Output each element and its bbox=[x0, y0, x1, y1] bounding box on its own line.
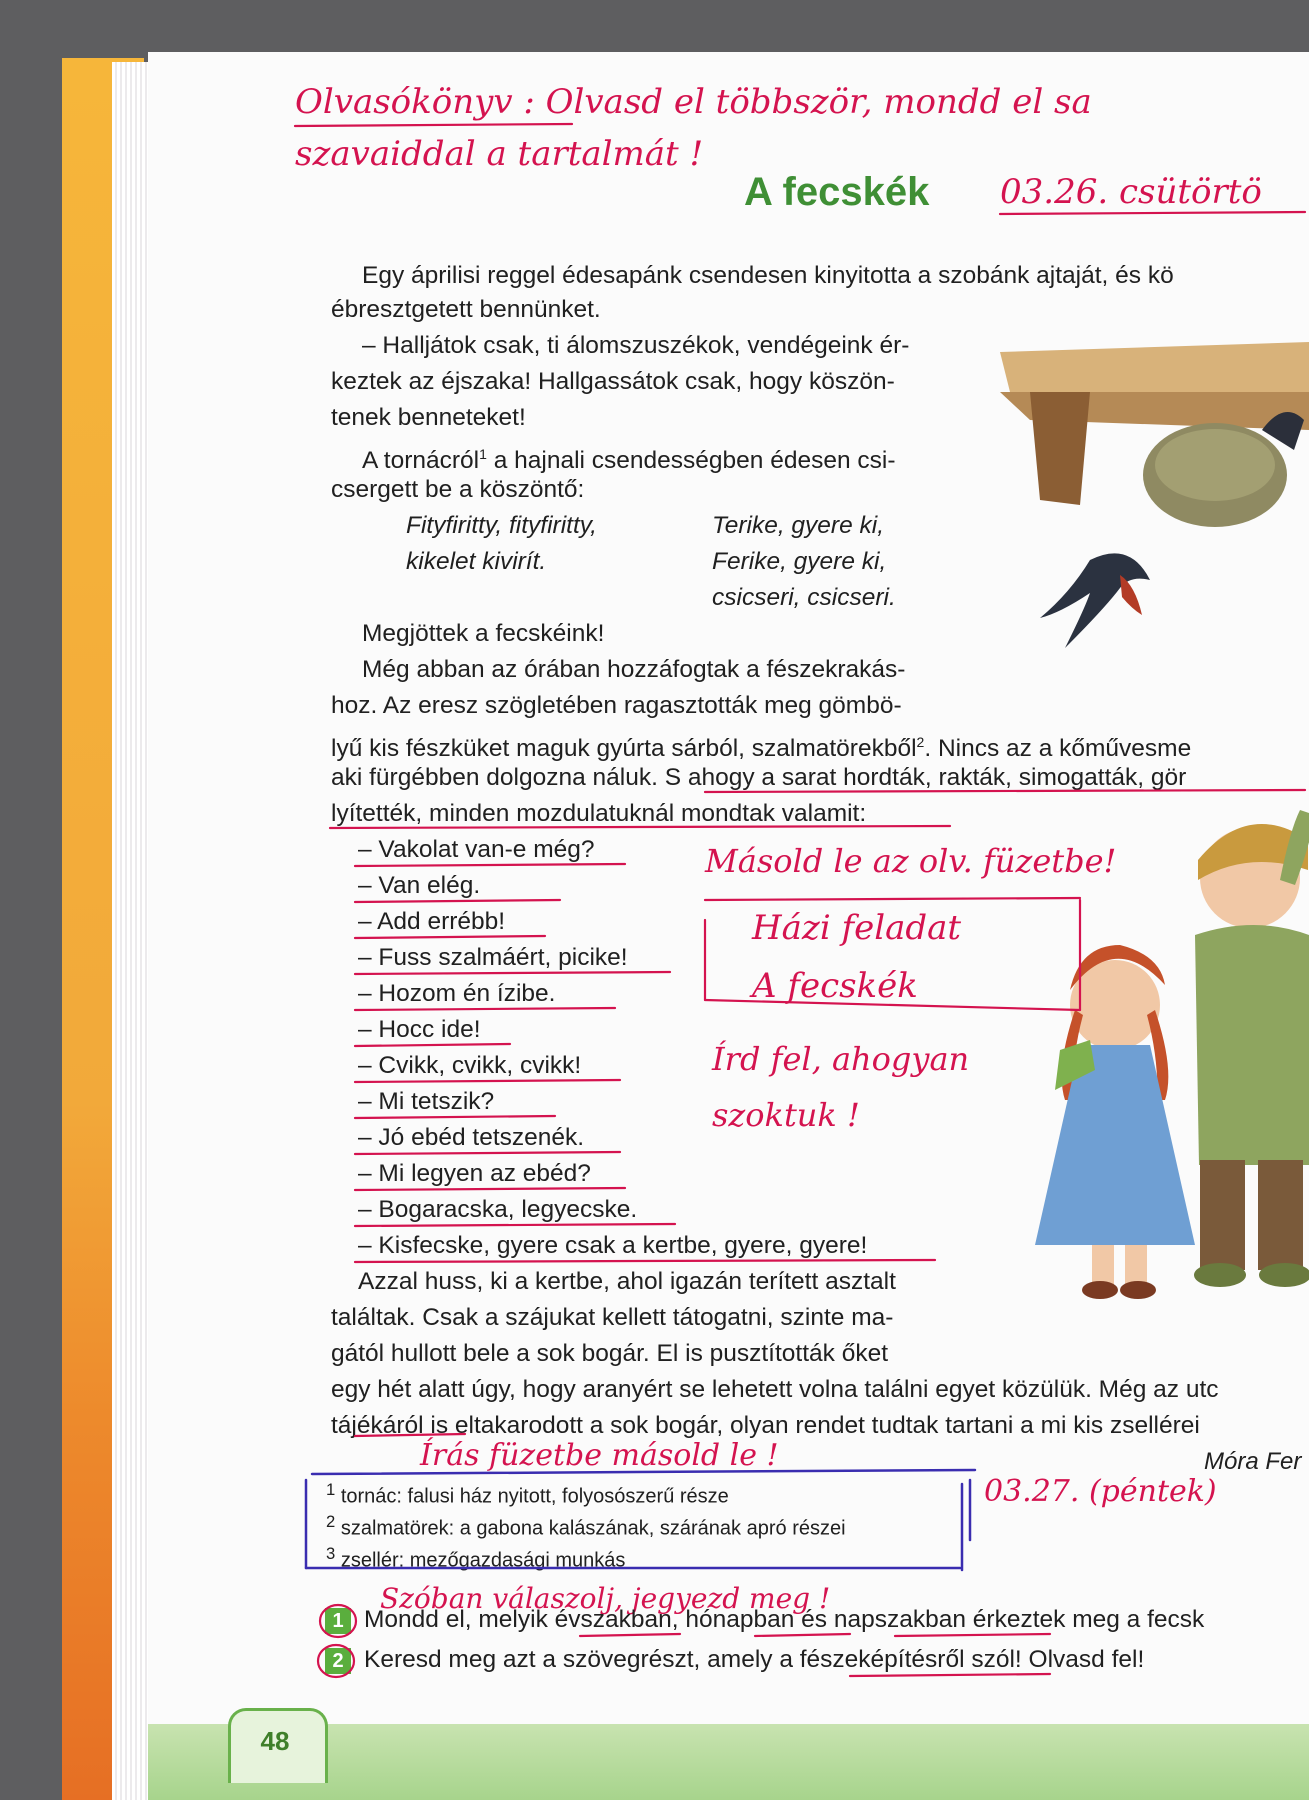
author-name: Móra Fer bbox=[1204, 1448, 1302, 1475]
song-line: kikelet kivirít. bbox=[406, 548, 547, 575]
dialogue-line: – Hozom én ízibe. bbox=[358, 980, 556, 1007]
page-number: 48 bbox=[260, 1726, 290, 1756]
story-line: Egy áprilisi reggel édesapánk csendesen kinyitotta a szobánk ajtaját, és kö bbox=[362, 262, 1174, 289]
footnote-text: zsellér: mezőgazdasági munkás bbox=[340, 1549, 626, 1572]
handwritten-date-thursday: 03.26. csütörtö bbox=[1000, 172, 1262, 212]
song-line: Ferike, gyere ki, bbox=[712, 548, 887, 575]
dialogue-line: – Van elég. bbox=[358, 872, 481, 899]
dialogue-line: – Hocc ide! bbox=[358, 1016, 481, 1043]
handwritten-homework-2: A fecskék bbox=[752, 966, 918, 1006]
story-line: tájékáról is eltakarodott a sok bogár, olyan rendet tudtak tartani a mi kis zsellérei bbox=[331, 1412, 1200, 1439]
story-line: csergett be a köszöntő: bbox=[331, 476, 585, 503]
story-line: Azzal huss, ki a kertbe, ahol igazán terített asztalt bbox=[358, 1268, 896, 1295]
story-line: tenek benneteket! bbox=[331, 404, 526, 431]
footnote-text: tornác: falusi ház nyitott, folyosószerű része bbox=[340, 1485, 729, 1508]
footnote-number: 3 bbox=[326, 1544, 336, 1563]
song-line: Fityfiritty, fityfiritty, bbox=[406, 512, 597, 539]
handwritten-copy-note: Másold le az olv. füzetbe! bbox=[705, 842, 1117, 880]
footnote-ref: 2 bbox=[916, 734, 925, 750]
footnote-number: 1 bbox=[326, 1480, 336, 1499]
dialogue-line: – Bogaracska, legyecske. bbox=[358, 1196, 638, 1223]
footnote-text: szalmatörek: a gabona kalászának, szárának apró részei bbox=[340, 1517, 846, 1540]
handwritten-homework-1: Házi feladat bbox=[752, 908, 962, 948]
question-text: Mondd el, melyik évszakban, hónapban és napszakban érkeztek meg a fecsk bbox=[364, 1606, 1205, 1633]
story-line: egy hét alatt úgy, hogy aranyért se lehetett volna találni egyet közülük. Még az utc bbox=[331, 1376, 1219, 1403]
question-number: 1 bbox=[325, 1608, 351, 1634]
dialogue-line: – Mi tetszik? bbox=[358, 1088, 495, 1115]
song-line: csicseri, csicseri. bbox=[712, 584, 896, 611]
story-line: Megjöttek a fecskéink! bbox=[362, 620, 605, 647]
handwritten-write-up-2: szoktuk ! bbox=[712, 1096, 860, 1134]
dialogue-line: – Fuss szalmáért, picike! bbox=[358, 944, 628, 971]
story-line: keztek az éjszaka! Hallgassátok csak, hogy köszön- bbox=[331, 368, 895, 395]
story-line: aki fürgébben dolgozna náluk. S ahogy a sarat hordták, rakták, simogatták, gör bbox=[331, 764, 1187, 791]
question-number: 2 bbox=[325, 1648, 351, 1674]
dialogue-line: – Add errébb! bbox=[358, 908, 506, 935]
story-line-part: a hajnali csendességben édesen csi- bbox=[486, 447, 896, 475]
story-line: gától hullott bele a sok bogár. El is pusztították őket bbox=[331, 1340, 889, 1367]
page-title: A fecskék bbox=[744, 170, 930, 214]
song-line: Terike, gyere ki, bbox=[712, 512, 885, 539]
story-line: ébresztgetett bennünket. bbox=[331, 296, 601, 323]
handwritten-reading-instruction-2: szavaiddal a tartalmát ! bbox=[295, 134, 704, 174]
dialogue-line: – Kisfecske, gyere csak a kertbe, gyere, gyere! bbox=[358, 1232, 868, 1259]
story-line: lyítették, minden mozdulatuknál mondtak valamit: bbox=[331, 800, 867, 827]
dialogue-line: – Cvikk, cvikk, cvikk! bbox=[358, 1052, 582, 1079]
story-line-part: A tornácról bbox=[362, 447, 480, 475]
handwritten-date-friday: 03.27. (péntek) bbox=[984, 1474, 1217, 1509]
footnote-number: 2 bbox=[326, 1512, 336, 1531]
handwritten-write-up-1: Írd fel, ahogyan bbox=[712, 1040, 970, 1078]
question-text: Keresd meg azt a szövegrészt, amely a fészeképítésről szól! Olvasd fel! bbox=[364, 1646, 1145, 1673]
handwritten-reading-instruction-1: Olvasókönyv : Olvasd el többször, mondd el sa bbox=[295, 82, 1092, 122]
story-line-part: . Nincs az a kőművesme bbox=[924, 735, 1192, 763]
dialogue-line: – Mi legyen az ebéd? bbox=[358, 1160, 591, 1187]
story-line-part: lyű kis fészküket maguk gyúrta sárból, szalmatörekből bbox=[331, 735, 917, 763]
story-line: Még abban az órában hozzáfogtak a fészekrakás- bbox=[362, 656, 906, 683]
story-line: találtak. Csak a szájukat kellett tátogatni, szinte ma- bbox=[331, 1304, 894, 1331]
handwritten-answer-orally: Szóban válaszolj, jegyezd meg ! bbox=[380, 1582, 831, 1615]
dialogue-line: – Vakolat van-e még? bbox=[358, 836, 595, 863]
dialogue-line: – Jó ebéd tetszenék. bbox=[358, 1124, 585, 1151]
footnote-ref: 1 bbox=[479, 446, 487, 462]
story-line: hoz. Az eresz szögletében ragasztották meg gömbö- bbox=[331, 692, 902, 719]
handwritten-copy-footnotes: Írás füzetbe másold le ! bbox=[420, 1438, 779, 1473]
story-line: – Halljátok csak, ti álomszuszékok, vendégeink ér- bbox=[362, 332, 910, 359]
